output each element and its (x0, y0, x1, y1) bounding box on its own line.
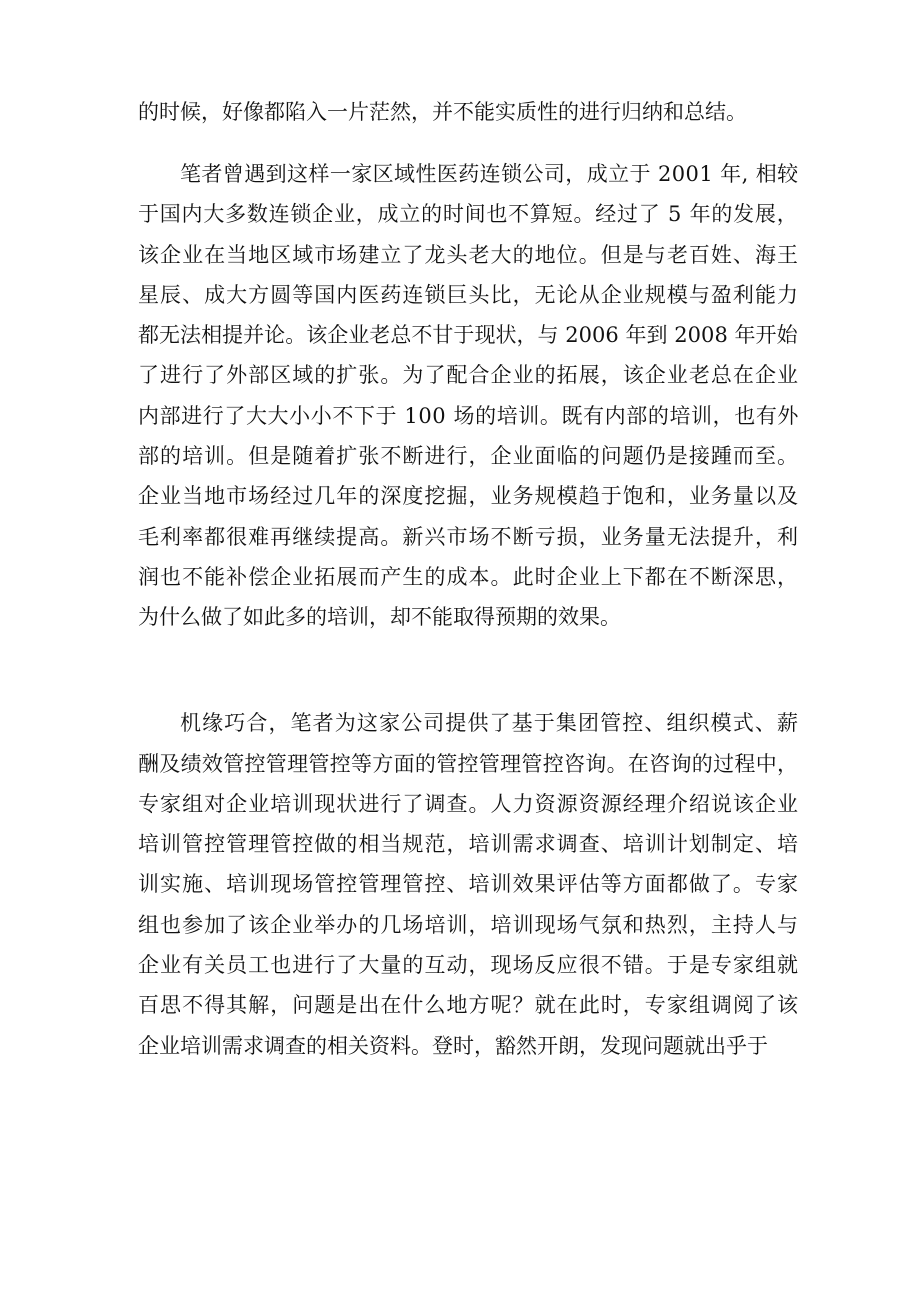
paragraph-3-line-9: 企业培训需求调查的相关资料。登时，豁然开朗，发现问题就出乎于 (138, 1034, 768, 1058)
paragraph-2-line-3: 该企业在当地区域市场建立了龙头老大的地位。但是与老百姓、海王 (138, 243, 800, 267)
paragraph-3-line-1: 机缘巧合，笔者为这家公司提供了基于集团管控、组织模式、薪 (180, 711, 800, 735)
paragraph-3-line-2: 酬及绩效管控管理管控等方面的管控管理管控咨询。在咨询的过程中， (138, 752, 799, 776)
paragraph-2-line-5: 都无法相提并论。该企业老总不甘于现状，与 2006 年到 2008 年开始 (138, 323, 798, 347)
paragraph-3-line-8: 百思不得其解，问题是出在什么地方呢？就在此时，专家组调阅了该 (138, 993, 800, 1017)
paragraph-2-line-11: 润也不能补偿企业拓展而产生的成本。此时企业上下都在不断深思， (138, 565, 800, 589)
paragraph-2-line-7: 内部进行了大大小小不下于 100 场的培训。既有内部的培训，也有外 (138, 404, 800, 428)
paragraph-2-line-2: 于国内大多数连锁企业，成立的时间也不算短。经过了 5 年的发展， (138, 202, 799, 226)
paragraph-3-line-3: 专家组对企业培训现状进行了调查。人力资源资源经理介绍说该企业 (138, 792, 800, 816)
paragraph-3-line-7: 企业有关员工也进行了大量的互动，现场反应很不错。于是专家组就 (138, 953, 800, 977)
paragraph-2-line-8: 部的培训。但是随着扩张不断进行，企业面临的问题仍是接踵而至。 (138, 444, 800, 468)
paragraph-2-line-10: 毛利率都很难再继续提高。新兴市场不断亏损，业务量无法提升，利 (138, 525, 800, 549)
paragraph-2-line-4: 星辰、成大方圆等国内医药连锁巨头比，无论从企业规模与盈利能力 (138, 283, 800, 307)
paragraph-1-line-1: 的时候，好像都陷入一片茫然，并不能实质性的进行归纳和总结。 (138, 100, 747, 124)
paragraph-2-line-6: 了进行了外部区域的扩张。为了配合企业的拓展，该企业老总在企业 (138, 363, 800, 387)
paragraph-3-line-5: 训实施、培训现场管控管理管控、培训效果评估等方面都做了。专家 (138, 872, 800, 896)
paragraph-2-line-1: 笔者曾遇到这样一家区域性医药连锁公司，成立于 2001 年, 相较 (180, 162, 799, 186)
paragraph-3-line-4: 培训管控管理管控做的相当规范，培训需求调查、培训计划制定、培 (138, 832, 800, 856)
paragraph-2-line-12: 为什么做了如此多的培训，却不能取得预期的效果。 (138, 605, 621, 629)
paragraph-2-line-9: 企业当地市场经过几年的深度挖掘，业务规模趋于饱和，业务量以及 (138, 484, 800, 508)
paragraph-3-line-6: 组也参加了该企业举办的几场培训，培训现场气氛和热烈，主持人与 (138, 913, 800, 937)
